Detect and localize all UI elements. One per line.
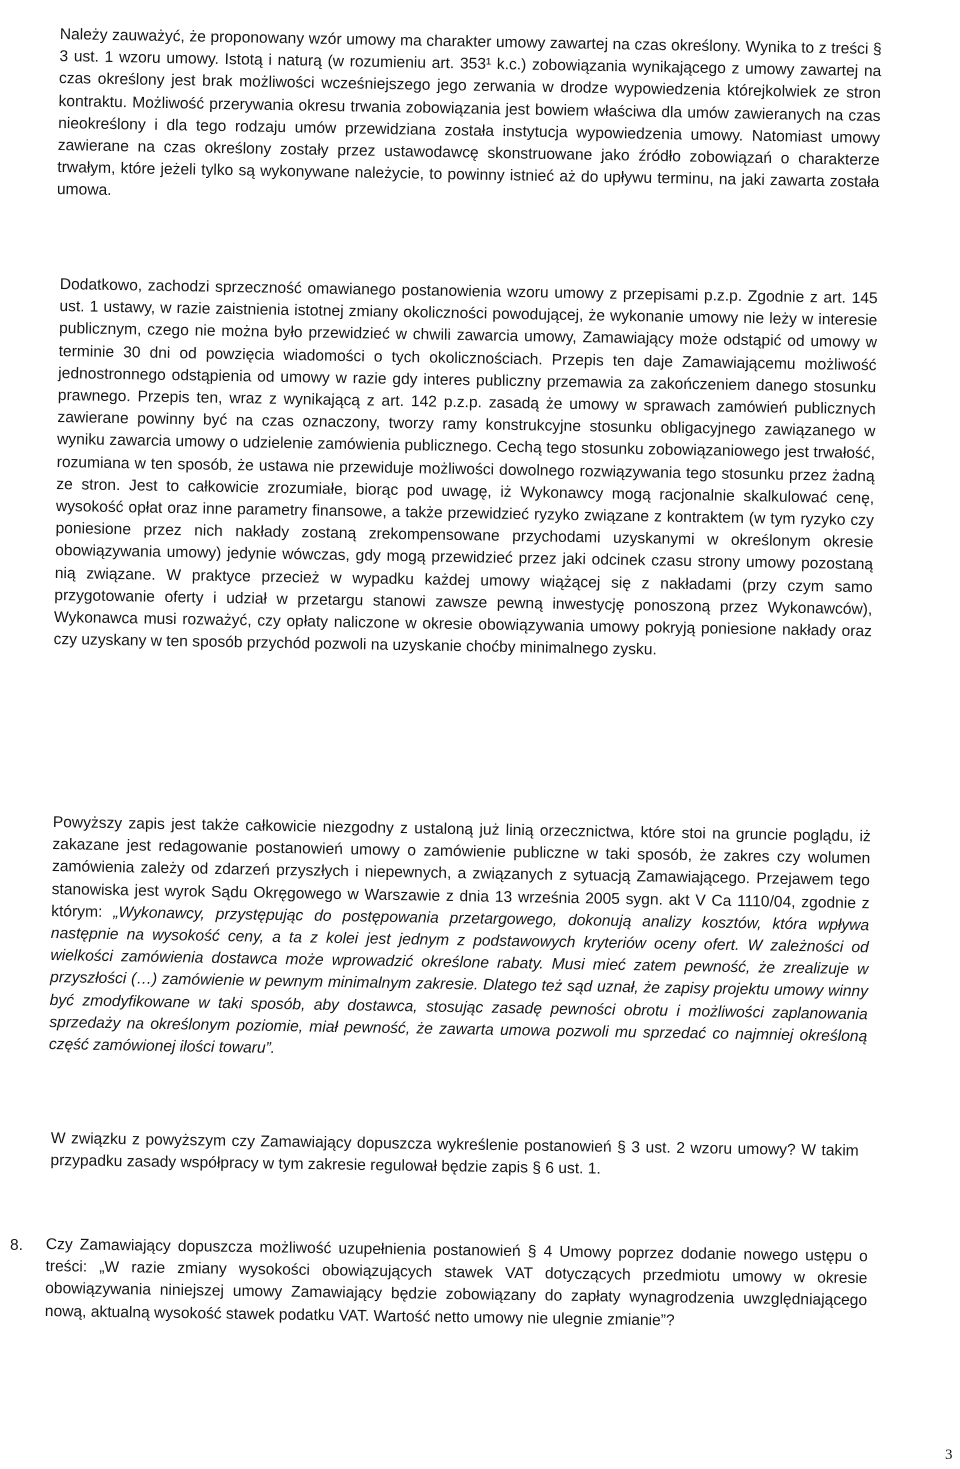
paragraph-pzp-inconsistency: Dodatkowo, zachodzi sprzeczność omawianego postanowienia wzoru umowy z przepisami p.z.p. Zgodnie z art. 145 ust. 1 ustawy, w razie zaistnienia istotnej zmiany okoliczności powodującej, że wykonanie umowy nie leży w interesie publicznym, czego nie można było przewidzieć w chwili zawarcia umowy, Zamawiający może odstąpić od umowy w terminie 30 dni od powzięcia wiadomości o tych okolicznościach. Przepis ten daje Zamawiającemu możliwość jednostronnego odstąpienia od umowy w razie gdy interes publiczny przemawia za zakończeniem danego stosunku prawnego. Przepis ten, wraz z wynikającą z art. 142 p.z.p. zasadą że umowy w sprawach zamówień publicznych zawierane powinny być na czas oznaczony, tworzy ramy konstrukcyjne stosunku obligacyjnego zawiązanego w wyniku zawarcia umowy o udzielenie zamówienia publicznego. Cechą tego stosunku zobowiązaniowego jest trwałość, rozumiana w ten sposób, że ustawa nie przewiduje możliwości dowolnego rozwiązywania tego stosunku przez żadną ze stron. Jest to całkowicie zrozumiałe, biorąc pod uwagę, iż Wykonawcy mogą racjonalnie skalkulować cenę, wysokość opłat oraz inne parametry finansowe, a także przewidzieć ryzyko związane z kontraktem (w tym ryzyko czy poniesione przez nich nakłady zostaną zrekompensowane przychodami uzyskanymi w określonym okresie obowiązywania umowy) jedynie wówczas, gdy mogą przewidzieć przez jaki odcinek czasu strony umowy pozostaną nią związane. W praktyce przecież w wypadku każdej umowy wiążącej się z nakładami (przy czym samo przygotowanie oferty i udział w przetargu stanowi zawsze pewną inwestycję ponoszoną przez Wykonawców), Wykonawca musi rozważyć, czy opłaty naliczone w okresie obowiązywania umowy pokryją poniesione nakłady oraz czy uzyskany w ten sposób przychód pozwoli na uzyskanie choćby minimalnego zysku. xyxy=(53,275,878,659)
item-number: 8. xyxy=(10,1237,24,1254)
court-quote: „Wykonawcy, przystępując do postępowania przetargowego, dokonują analizy kosztów, która wpływa następnie na wysokość ceny, a ta z kolei jest jednym z podstawowych kryteriów oceny ofert. W zależności od wielkości zamówienia dostawca może wprowadzić określone rabaty. Musi mieć zatem pewność, że zrealizuje w przyszłości (…) zamówienie w pewnym minimalnym zakresie. Dlatego też sąd uznał, że zapisy projektu umowy winny być zmodyfikowane w taki sposób, aby dostawca, stosując zasadę pewności obrotu i możliwości zaplanowania sprzedaży na określonym poziomie, miał pewność, że zawarta umowa pozwoli mu sprzedać co najmniej określoną część zamówionej ilości towaru”. xyxy=(48,903,870,1057)
paragraph-question-deletion: W związku z powyższym czy Zamawiający dopuszcza wykreślenie postanowień § 3 ust. 2 wzoru umowy? W takim przypadku zasady współpracy w tym zakresie regulował będzie zapis § 6 ust. 1. xyxy=(50,1129,859,1178)
paragraph-case-law xyxy=(49,812,871,1070)
case-law-text: Powyższy zapis jest także całkowicie niezgodny z ustaloną już linią orzecznictwa, które stoi na gruncie poglądu, iż zakazane jest redagowanie postanowień umowy o zamówienie publiczne w taki sposób, że zakres czy wolumen zamówienia zależy od zdarzeń przyszłych i niepewnych, a związanych z sytuacją Zamawiającego. Przejawem tego stanowiska jest wyrok Sądu Okręgowego w Warszawie z dnia 13 września 2005 sygn. akt V Ca 1110/04, zgodnie z którym: xyxy=(51,813,871,921)
paragraph-fixed-term-contract: Należy zauważyć, że proponowany wzór umowy ma charakter umowy zawartej na czas określony. Wynika to z treści § 3 ust. 1 wzoru umowy. Istotą i naturą (w rozumieniu art. 353¹ k.c.) zobowiązania wynikającego z umowy zawartej na czas określony jest brak możliwości wcześniejszego jego zerwania w drodze wypowiedzenia którejkolwiek ze stron kontraktu. Możliwość przerywania okresu trwania zobowiązania jest bowiem właściwa dla umów zawieranych na czas nieokreślony i dla tego rodzaju umów przewidziana została instytucja wypowiedzenia umowy. Natomiast umowy zawierane na czas określony zostały przez ustawodawcę skonstruowane jako źródło zobowiązań o charakterze trwałym, które jeżeli tylko są wykonywane należycie, to powinny istnieć aż do upływu terminu, na jaki zawarta została umowa. xyxy=(56,25,882,200)
page-number: 3 xyxy=(945,1447,953,1463)
item-8-question: Czy Zamawiający dopuszcza możliwość uzupełnienia postanowień § 4 Umowy poprzez dodanie nowego ustępu o treści: „W razie zmiany wysokości obowiązujących stawek VAT dotyczących przedmiotu umowy w okresie obowiązywania niniejszej umowy Zamawiający będzie zobowiązany do zapłaty wynagrodzenia uwzględniającego nową, aktualną wysokość stawek podatku VAT. Wartość netto umowy nie ulegnie zmianie”? xyxy=(44,1235,868,1329)
